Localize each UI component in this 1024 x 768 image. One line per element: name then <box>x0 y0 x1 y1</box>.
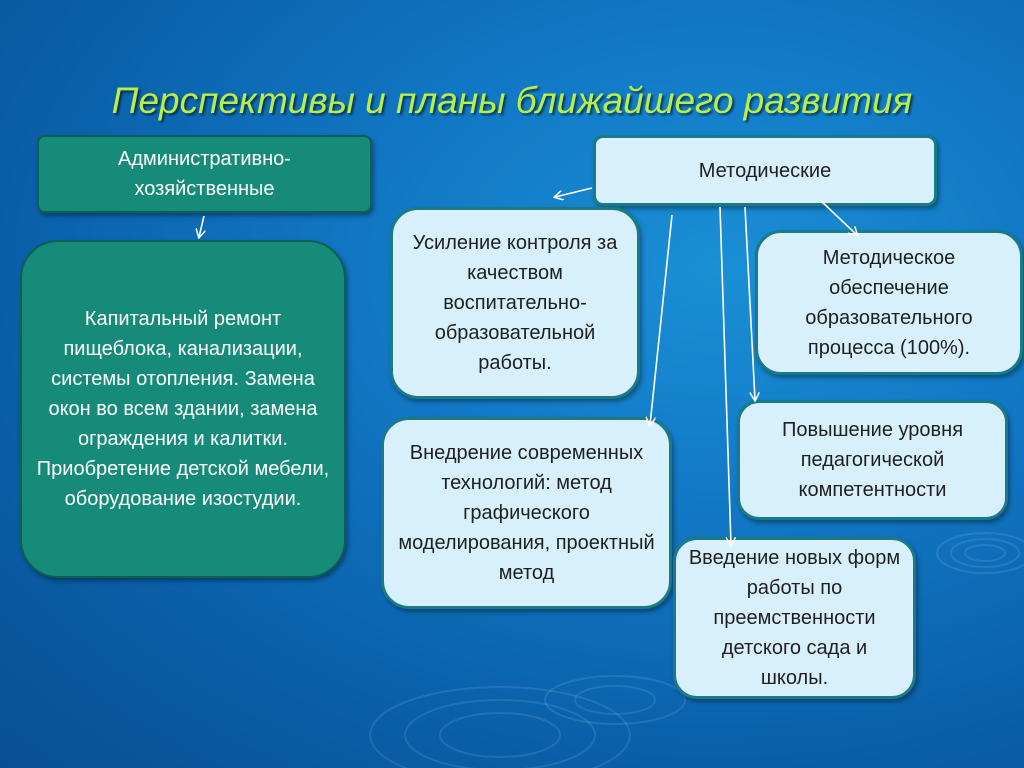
competence-item-box <box>737 400 1008 520</box>
admin-category-label: Административно-хозяйственные <box>118 148 291 200</box>
competence-item-text: Повышение уровня педагогической компетентности <box>781 419 964 501</box>
methodical-category-box <box>593 135 937 206</box>
continuity-item-box <box>673 537 916 699</box>
admin-plans-box <box>20 240 346 578</box>
arrow-method-to-competence <box>745 207 755 400</box>
slide-title: Перспективы и планы ближайшего развития <box>111 80 913 121</box>
technologies-item-box <box>381 417 672 609</box>
methodical-support-item-box <box>755 230 1023 375</box>
admin-plans-text: Капитальный ремонт пищеблока, канализации, системы отопления. Замена окон во всем здании, замена ограждения и калитки. Приобретение детской мебели, оборудование изостудии. <box>36 308 330 510</box>
arrow-method-to-continuity <box>720 207 731 545</box>
control-item-text: Усиление контроля за качеством воспитательно-образовательной работы. <box>412 232 618 374</box>
admin-category-box <box>37 135 372 213</box>
continuity-item-text: Введение новых форм работы по преемственности детского сада и школы. <box>688 547 901 689</box>
methodical-support-item-text: Методическое обеспечение образовательного процесса (100%). <box>805 246 973 359</box>
arrow-method-to-control <box>555 188 592 197</box>
arrow-method-to-technologies <box>650 215 672 425</box>
arrow-admin-to-plans <box>199 216 204 237</box>
technologies-item-text: Внедрение современных технологий: метод графического моделирования, проектный метод <box>398 442 655 584</box>
control-item-box <box>390 207 640 399</box>
methodical-category-label: Методические <box>698 159 832 182</box>
